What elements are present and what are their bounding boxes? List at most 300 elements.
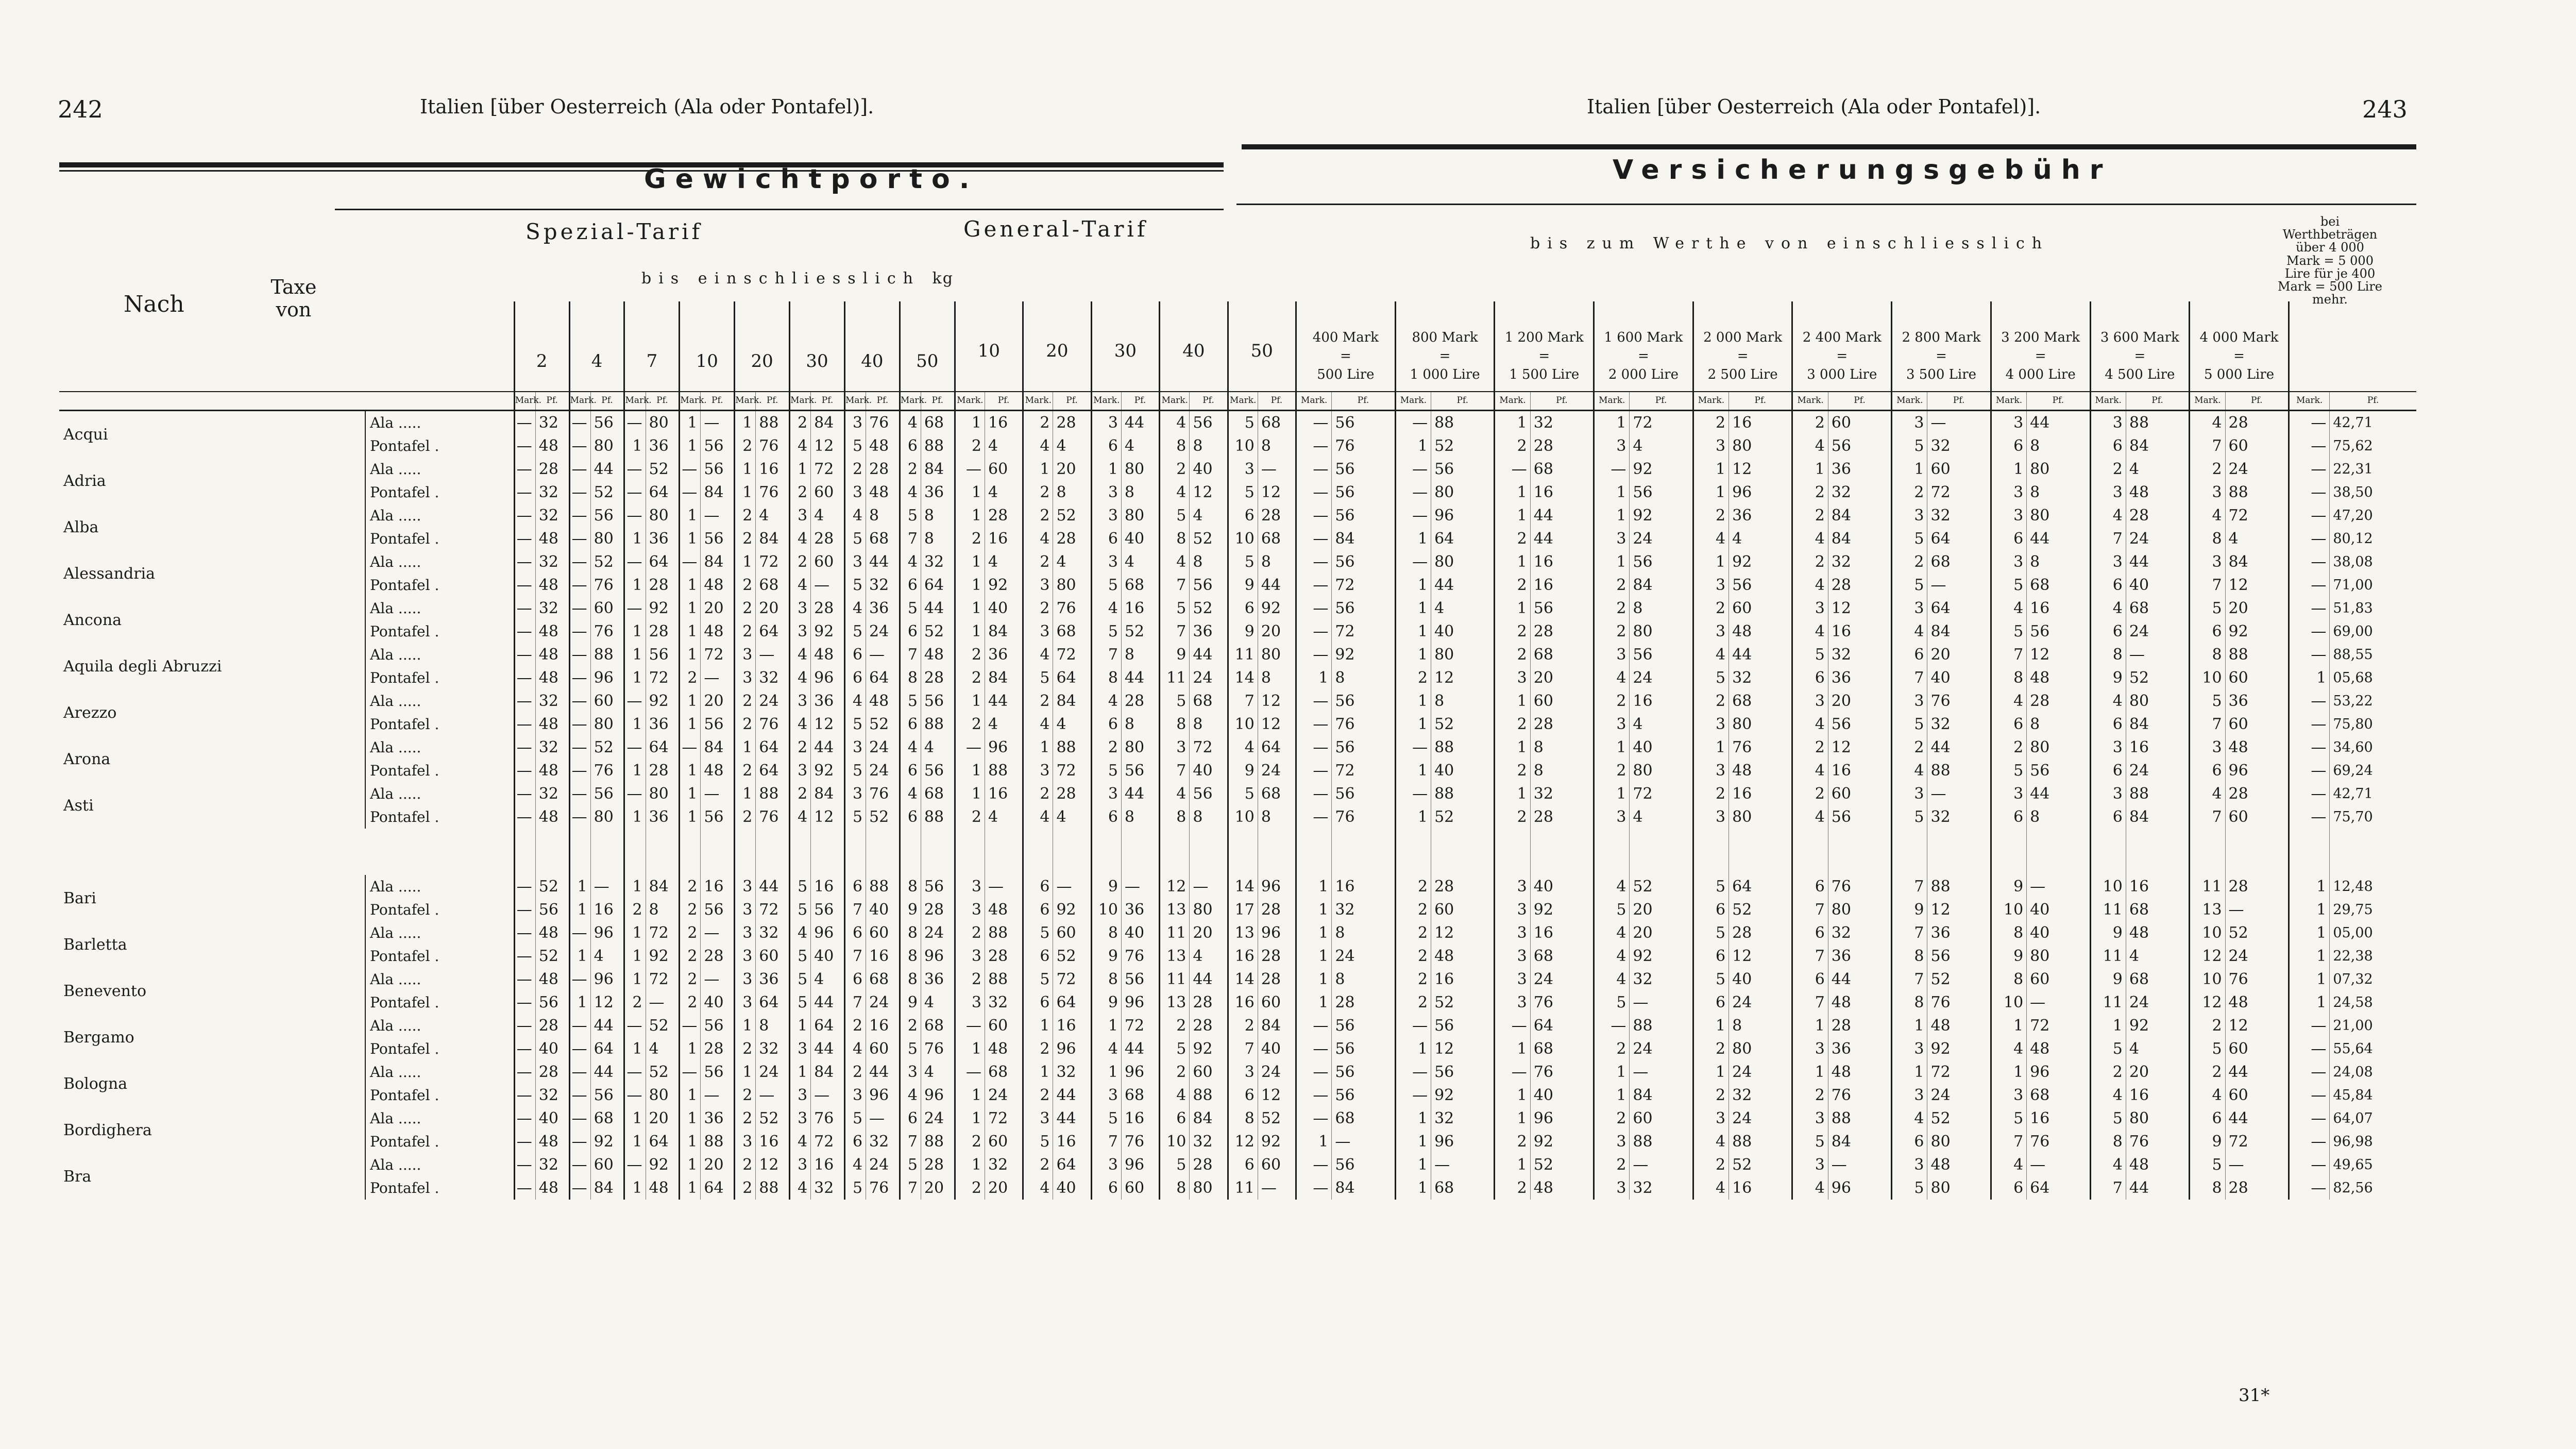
mark-cell: 3 — [2090, 481, 2126, 504]
mark-cell: 4 — [1160, 481, 1190, 504]
mark-cell: — — [955, 1014, 985, 1037]
mark-cell: 10 — [2190, 968, 2225, 991]
mark-cell: — — [624, 782, 646, 805]
general-weight-40: 40 — [1160, 301, 1228, 392]
route-label: Pontafel . — [365, 1176, 514, 1200]
mark-cell: 6 — [2090, 713, 2126, 736]
mark-cell: — — [514, 574, 535, 597]
pf-cell: 32 — [535, 736, 569, 759]
pf-cell: 68 — [866, 968, 900, 991]
mark-cell: 1 — [624, 875, 646, 898]
mark-cell: 1 — [1693, 736, 1728, 759]
table-row — [59, 527, 2416, 550]
mark-cell: 2 — [790, 782, 811, 805]
mark-cell: 3 — [1594, 1176, 1630, 1200]
mark-cell: — — [514, 968, 535, 991]
mark-cell: 5 — [1228, 550, 1258, 574]
mark-cell: 4 — [1091, 1037, 1121, 1060]
pf-cell: 36 — [921, 481, 955, 504]
mark-cell: 13 — [1160, 898, 1190, 921]
mark-cell: — — [2289, 1060, 2329, 1084]
pf-cell: 32 — [535, 481, 569, 504]
mark-cell: 8 — [1091, 921, 1121, 945]
destination-name: Adria — [63, 471, 106, 490]
pf-cell: — — [701, 921, 735, 945]
mark-cell: 5 — [1160, 597, 1190, 620]
mark-cell: 1 — [680, 597, 701, 620]
route-label: Ala ..... — [365, 782, 514, 805]
pf-cell: 64 — [646, 736, 680, 759]
mark-cell: — — [514, 1014, 535, 1037]
pf-cell: 48 — [1431, 945, 1495, 968]
unit-mark: Mark. — [2090, 392, 2126, 411]
mark-cell: — — [955, 458, 985, 481]
mark-cell: 3 — [790, 620, 811, 643]
pf-cell: 32 — [756, 1037, 790, 1060]
pf-cell: 76 — [1530, 991, 1594, 1014]
mark-cell: 3 — [1792, 1037, 1828, 1060]
pf-cell: 20 — [2126, 1060, 2189, 1084]
pf-cell: 32 — [1828, 550, 1891, 574]
mark-cell: 3 — [1991, 1084, 2026, 1107]
mark-cell: — — [569, 1176, 590, 1200]
pf-cell: 4 — [1630, 713, 1693, 736]
pf-cell: 52 — [1927, 968, 1991, 991]
mark-cell: 2 — [2190, 1014, 2225, 1037]
mark-cell: 11 — [1228, 643, 1258, 666]
pf-cell: 8 — [1630, 597, 1693, 620]
mark-cell: 2 — [955, 1176, 985, 1200]
mark-cell: — — [514, 898, 535, 921]
tariff-table — [59, 301, 2416, 1200]
pf-cell: 4 — [2126, 945, 2189, 968]
pf-cell: 84 — [646, 875, 680, 898]
mark-cell: 7 — [1792, 898, 1828, 921]
mark-cell: — — [2289, 1084, 2329, 1107]
pf-cell: 8 — [2027, 434, 2090, 458]
pf-cell: 56 — [1828, 713, 1891, 736]
mark-cell: 5 — [790, 875, 811, 898]
pf-cell: 32 — [1927, 805, 1991, 829]
pf-cell: 60 — [2225, 666, 2289, 689]
pf-cell: 8 — [1190, 550, 1228, 574]
pf-cell: 28 — [535, 1060, 569, 1084]
mark-cell: 5 — [1091, 574, 1121, 597]
pf-cell: 60 — [2225, 434, 2289, 458]
mark-cell: — — [2289, 713, 2329, 736]
pf-cell: 36 — [646, 713, 680, 736]
mark-cell: 2 — [955, 666, 985, 689]
pf-cell: 28 — [1530, 620, 1594, 643]
pf-cell: 22,31 — [2330, 458, 2416, 481]
pf-cell: 76 — [1332, 805, 1395, 829]
destination-name: Alba — [63, 518, 99, 536]
spezial-weight-40: 40 — [844, 301, 900, 392]
pf-cell: 36 — [1729, 504, 1792, 527]
pf-cell: 60 — [1828, 782, 1891, 805]
pf-cell: 80 — [1190, 1176, 1228, 1200]
mark-cell: 5 — [2190, 689, 2225, 713]
mark-cell: 5 — [844, 574, 866, 597]
unit-pf: Pf. — [866, 392, 900, 411]
mark-cell: 8 — [900, 968, 921, 991]
pf-cell: 32 — [535, 782, 569, 805]
pf-cell: 44 — [985, 689, 1023, 713]
mark-cell: — — [569, 968, 590, 991]
mark-cell: 4 — [1991, 1037, 2026, 1060]
pf-cell: 4 — [1630, 434, 1693, 458]
pf-cell: 24 — [1258, 759, 1296, 782]
mark-cell: 6 — [1091, 805, 1121, 829]
mark-cell: 3 — [1228, 458, 1258, 481]
mark-cell: 1 — [624, 643, 646, 666]
pf-cell: 20 — [1828, 689, 1891, 713]
pf-cell: 56 — [1630, 550, 1693, 574]
pf-cell: 12 — [1729, 945, 1792, 968]
mark-cell: 3 — [1693, 759, 1728, 782]
mark-cell: 7 — [900, 1130, 921, 1153]
mark-cell: — — [514, 759, 535, 782]
pf-cell: 16 — [811, 1153, 845, 1176]
mark-cell: 4 — [2190, 782, 2225, 805]
mark-cell: 3 — [790, 689, 811, 713]
mark-cell: — — [2289, 504, 2329, 527]
mark-cell: 2 — [1594, 689, 1630, 713]
pf-cell: 80 — [1729, 713, 1792, 736]
pf-cell: 72 — [646, 921, 680, 945]
mark-cell: 4 — [2190, 1084, 2225, 1107]
pf-cell: 92 — [1630, 945, 1693, 968]
mark-cell: 5 — [1892, 713, 1927, 736]
destination-name: Ancona — [63, 611, 122, 629]
pf-cell: 52 — [1431, 991, 1495, 1014]
mark-cell: 11 — [2090, 945, 2126, 968]
unit-pf: Pf. — [1190, 392, 1228, 411]
mark-cell: 2 — [1395, 875, 1431, 898]
pf-cell: 36 — [646, 434, 680, 458]
mark-cell: 8 — [1160, 527, 1190, 550]
pf-cell: 72 — [985, 1107, 1023, 1130]
mark-cell: 3 — [1892, 1037, 1927, 1060]
mark-cell: 3 — [1495, 875, 1530, 898]
pf-cell: 28 — [866, 458, 900, 481]
pf-cell: 52 — [2126, 666, 2189, 689]
mark-cell: 1 — [1395, 620, 1431, 643]
mark-cell: 2 — [1594, 759, 1630, 782]
value-band-lire: 2 500 Lire — [1707, 366, 1778, 382]
mark-cell: 1 — [1495, 1037, 1530, 1060]
pf-cell: 68 — [1530, 458, 1594, 481]
pf-cell: 76 — [1729, 736, 1792, 759]
mark-cell: — — [2289, 481, 2329, 504]
pf-cell: 48 — [1828, 991, 1891, 1014]
mark-cell: — — [514, 504, 535, 527]
route-label: Pontafel . — [365, 434, 514, 458]
pf-cell: 48 — [2225, 991, 2289, 1014]
pf-cell: 96 — [1530, 1107, 1594, 1130]
pf-cell: 60 — [1630, 1107, 1693, 1130]
mark-cell: 6 — [1792, 921, 1828, 945]
pf-cell: 68 — [2126, 597, 2189, 620]
mark-cell: 1 — [1991, 458, 2026, 481]
mark-cell: 3 — [790, 1037, 811, 1060]
route-label: Ala ..... — [365, 458, 514, 481]
pf-cell: 36 — [1828, 945, 1891, 968]
pf-cell: 24,58 — [2330, 991, 2416, 1014]
pf-cell: 80 — [646, 411, 680, 435]
mark-cell: 4 — [844, 597, 866, 620]
pf-cell: 52 — [1431, 713, 1495, 736]
pf-cell: 32 — [1729, 666, 1792, 689]
mark-cell: — — [514, 875, 535, 898]
pf-cell: 8 — [2027, 481, 2090, 504]
unit-mark: Mark. — [569, 392, 590, 411]
pf-cell: 92 — [811, 759, 845, 782]
mark-cell: 7 — [1228, 689, 1258, 713]
pf-cell: 36 — [1828, 1037, 1891, 1060]
mark-cell: 9 — [1892, 898, 1927, 921]
pf-cell: 60 — [590, 597, 624, 620]
value-band-lire: 1 500 Lire — [1509, 366, 1580, 382]
unit-pf: Pf. — [1332, 392, 1395, 411]
pf-cell: 92 — [1729, 550, 1792, 574]
pf-cell: 64 — [1431, 527, 1495, 550]
pf-cell: 32 — [535, 550, 569, 574]
mark-cell: 6 — [1991, 1176, 2026, 1200]
pf-cell: 4 — [985, 805, 1023, 829]
mark-cell: 3 — [1594, 1130, 1630, 1153]
mark-cell: 8 — [2190, 527, 2225, 550]
route-label: Pontafel . — [365, 1037, 514, 1060]
mark-cell: 4 — [1693, 1130, 1728, 1153]
pf-cell: 88 — [921, 805, 955, 829]
pf-cell: 76 — [590, 574, 624, 597]
mark-cell: 3 — [844, 1084, 866, 1107]
mark-cell: 1 — [569, 875, 590, 898]
unit-pf: Pf. — [535, 392, 569, 411]
mark-cell: 3 — [1892, 1153, 1927, 1176]
table-row — [59, 1060, 2416, 1084]
route-label: Pontafel . — [365, 620, 514, 643]
mark-cell: — — [1395, 504, 1431, 527]
pf-cell: 56 — [921, 759, 955, 782]
value-band-lire: 3 500 Lire — [1906, 366, 1977, 382]
mark-cell: 2 — [900, 1014, 921, 1037]
table-row — [59, 481, 2416, 504]
pf-cell: 55,64 — [2330, 1037, 2416, 1060]
mark-cell: 1 — [624, 1176, 646, 1200]
pf-cell: 76 — [590, 759, 624, 782]
mark-cell: 2 — [1991, 736, 2026, 759]
pf-cell: 72 — [646, 968, 680, 991]
mark-cell: 4 — [900, 782, 921, 805]
pf-cell: 49,65 — [2330, 1153, 2416, 1176]
pf-cell: — — [1927, 782, 1991, 805]
mark-cell: 4 — [1991, 689, 2026, 713]
unit-pf: Pf. — [2225, 392, 2289, 411]
route-label: Pontafel . — [365, 666, 514, 689]
pf-cell: 8 — [646, 898, 680, 921]
pf-cell: 28 — [646, 620, 680, 643]
mark-cell: 5 — [900, 1153, 921, 1176]
mark-cell: 5 — [1693, 921, 1728, 945]
pf-cell: — — [1190, 875, 1228, 898]
mark-cell: — — [514, 805, 535, 829]
mark-cell: 1 — [1594, 782, 1630, 805]
mark-cell: — — [514, 458, 535, 481]
pf-cell: 72 — [1927, 1060, 1991, 1084]
pf-cell: 32 — [1729, 1084, 1792, 1107]
pf-cell: 28 — [1332, 991, 1395, 1014]
pf-cell: 40 — [1729, 968, 1792, 991]
pf-cell: — — [866, 643, 900, 666]
mark-cell: — — [1296, 1176, 1332, 1200]
mark-cell: 5 — [844, 1176, 866, 1200]
pf-cell: 44 — [2027, 411, 2090, 435]
value-band-eq: = — [1439, 348, 1451, 364]
mark-cell: 5 — [1792, 1130, 1828, 1153]
pf-cell: 84 — [1630, 574, 1693, 597]
mark-cell: 1 — [1892, 458, 1927, 481]
mark-cell: 6 — [1792, 968, 1828, 991]
mark-cell: 7 — [1091, 1130, 1121, 1153]
pf-cell: 64 — [756, 759, 790, 782]
pf-cell: 72 — [811, 1130, 845, 1153]
pf-cell: 4 — [1053, 713, 1091, 736]
mark-cell: 3 — [735, 666, 756, 689]
mark-cell: 6 — [1892, 1130, 1927, 1153]
pf-cell: 36 — [701, 1107, 735, 1130]
route-label: Pontafel . — [365, 713, 514, 736]
pf-cell: 12 — [1190, 481, 1228, 504]
mark-cell: 6 — [900, 1107, 921, 1130]
pf-cell: 88 — [1729, 1130, 1792, 1153]
value-band-8 — [1991, 301, 2090, 392]
pf-cell: 88 — [590, 643, 624, 666]
pf-cell: 96 — [985, 736, 1023, 759]
spezial-weight-20: 20 — [735, 301, 790, 392]
pf-cell: — — [1630, 1153, 1693, 1176]
unit-mark: Mark. — [2190, 392, 2225, 411]
pf-cell: 32 — [1828, 643, 1891, 666]
mark-cell: 2 — [1792, 1084, 1828, 1107]
mark-cell: 3 — [1991, 481, 2026, 504]
pf-cell: 20 — [701, 1153, 735, 1176]
mark-cell: 1 — [735, 481, 756, 504]
mark-cell: 2 — [624, 991, 646, 1014]
pf-cell: 80 — [1828, 898, 1891, 921]
pf-cell: 48 — [2126, 481, 2189, 504]
unit-mark: Mark. — [1228, 392, 1258, 411]
pf-cell: 68 — [1530, 1037, 1594, 1060]
pf-cell: 48 — [535, 968, 569, 991]
pf-cell: 60 — [1828, 411, 1891, 435]
pf-cell: 88 — [985, 968, 1023, 991]
mark-cell: 1 — [1395, 574, 1431, 597]
pf-cell: 76 — [811, 1107, 845, 1130]
pf-cell: 24 — [1190, 666, 1228, 689]
pf-cell: — — [2225, 898, 2289, 921]
pf-cell: 56 — [1190, 782, 1228, 805]
mark-cell: 2 — [1693, 504, 1728, 527]
pf-cell: 92 — [2126, 1014, 2189, 1037]
mark-cell: — — [1495, 1060, 1530, 1084]
mark-cell: 2 — [680, 875, 701, 898]
pf-cell: 28 — [701, 945, 735, 968]
mark-cell: — — [569, 805, 590, 829]
mark-cell: 2 — [735, 504, 756, 527]
pf-cell: 64 — [921, 574, 955, 597]
pf-cell: 84 — [2225, 550, 2289, 574]
table-row — [59, 689, 2416, 713]
pf-cell: 56 — [1530, 597, 1594, 620]
mark-cell: 4 — [1892, 1107, 1927, 1130]
mark-cell: — — [1495, 458, 1530, 481]
mark-cell: 2 — [1792, 504, 1828, 527]
pf-cell: 96 — [921, 1084, 955, 1107]
pf-cell: 96 — [921, 945, 955, 968]
mark-cell: 4 — [790, 1176, 811, 1200]
pf-cell: 56 — [1121, 968, 1159, 991]
pf-cell: 76 — [756, 481, 790, 504]
pf-cell: 8 — [921, 504, 955, 527]
versicherungsgebuehr-title: Versicherungsgebühr — [1613, 155, 2112, 186]
pf-cell: 64 — [2027, 1176, 2090, 1200]
mark-cell: 9 — [1091, 875, 1121, 898]
mark-cell: 2 — [680, 945, 701, 968]
mark-cell: 1 — [955, 550, 985, 574]
mark-cell: 12 — [2190, 991, 2225, 1014]
pf-cell: 64 — [1053, 991, 1091, 1014]
mark-cell: 3 — [735, 643, 756, 666]
pf-cell: 20 — [1630, 898, 1693, 921]
mark-cell: 4 — [2090, 689, 2126, 713]
mark-cell: — — [1296, 713, 1332, 736]
pf-cell: 96 — [590, 921, 624, 945]
mark-cell: — — [1296, 550, 1332, 574]
mark-cell: 1 — [735, 411, 756, 435]
pf-cell: 44 — [1121, 666, 1159, 689]
mark-cell: — — [569, 1037, 590, 1060]
mark-cell: — — [1395, 736, 1431, 759]
mark-cell: 1 — [955, 1037, 985, 1060]
pf-cell: 48 — [701, 759, 735, 782]
value-band-4 — [1594, 301, 1693, 392]
pf-cell: — — [1630, 1060, 1693, 1084]
mark-cell: 4 — [1091, 689, 1121, 713]
pf-cell: 72 — [701, 643, 735, 666]
mark-cell: 17 — [1228, 898, 1258, 921]
pf-cell: 40 — [535, 1107, 569, 1130]
mark-cell: — — [680, 481, 701, 504]
destination-name: Barletta — [63, 935, 127, 954]
pf-cell: 44 — [2126, 550, 2189, 574]
pf-cell: 28 — [811, 527, 845, 550]
mark-cell: — — [1395, 1014, 1431, 1037]
pf-cell: 82,56 — [2330, 1176, 2416, 1200]
pf-cell: 40 — [1927, 666, 1991, 689]
value-band-eq: = — [1340, 348, 1351, 364]
mark-cell: — — [624, 597, 646, 620]
mark-cell: — — [1296, 1153, 1332, 1176]
mark-cell: 1 — [1495, 550, 1530, 574]
pf-cell: 60 — [1927, 458, 1991, 481]
mark-cell: — — [1296, 782, 1332, 805]
mark-cell: — — [2289, 1037, 2329, 1060]
pf-cell: 52 — [535, 875, 569, 898]
mark-cell: 8 — [1991, 968, 2026, 991]
pf-cell: 48 — [535, 620, 569, 643]
